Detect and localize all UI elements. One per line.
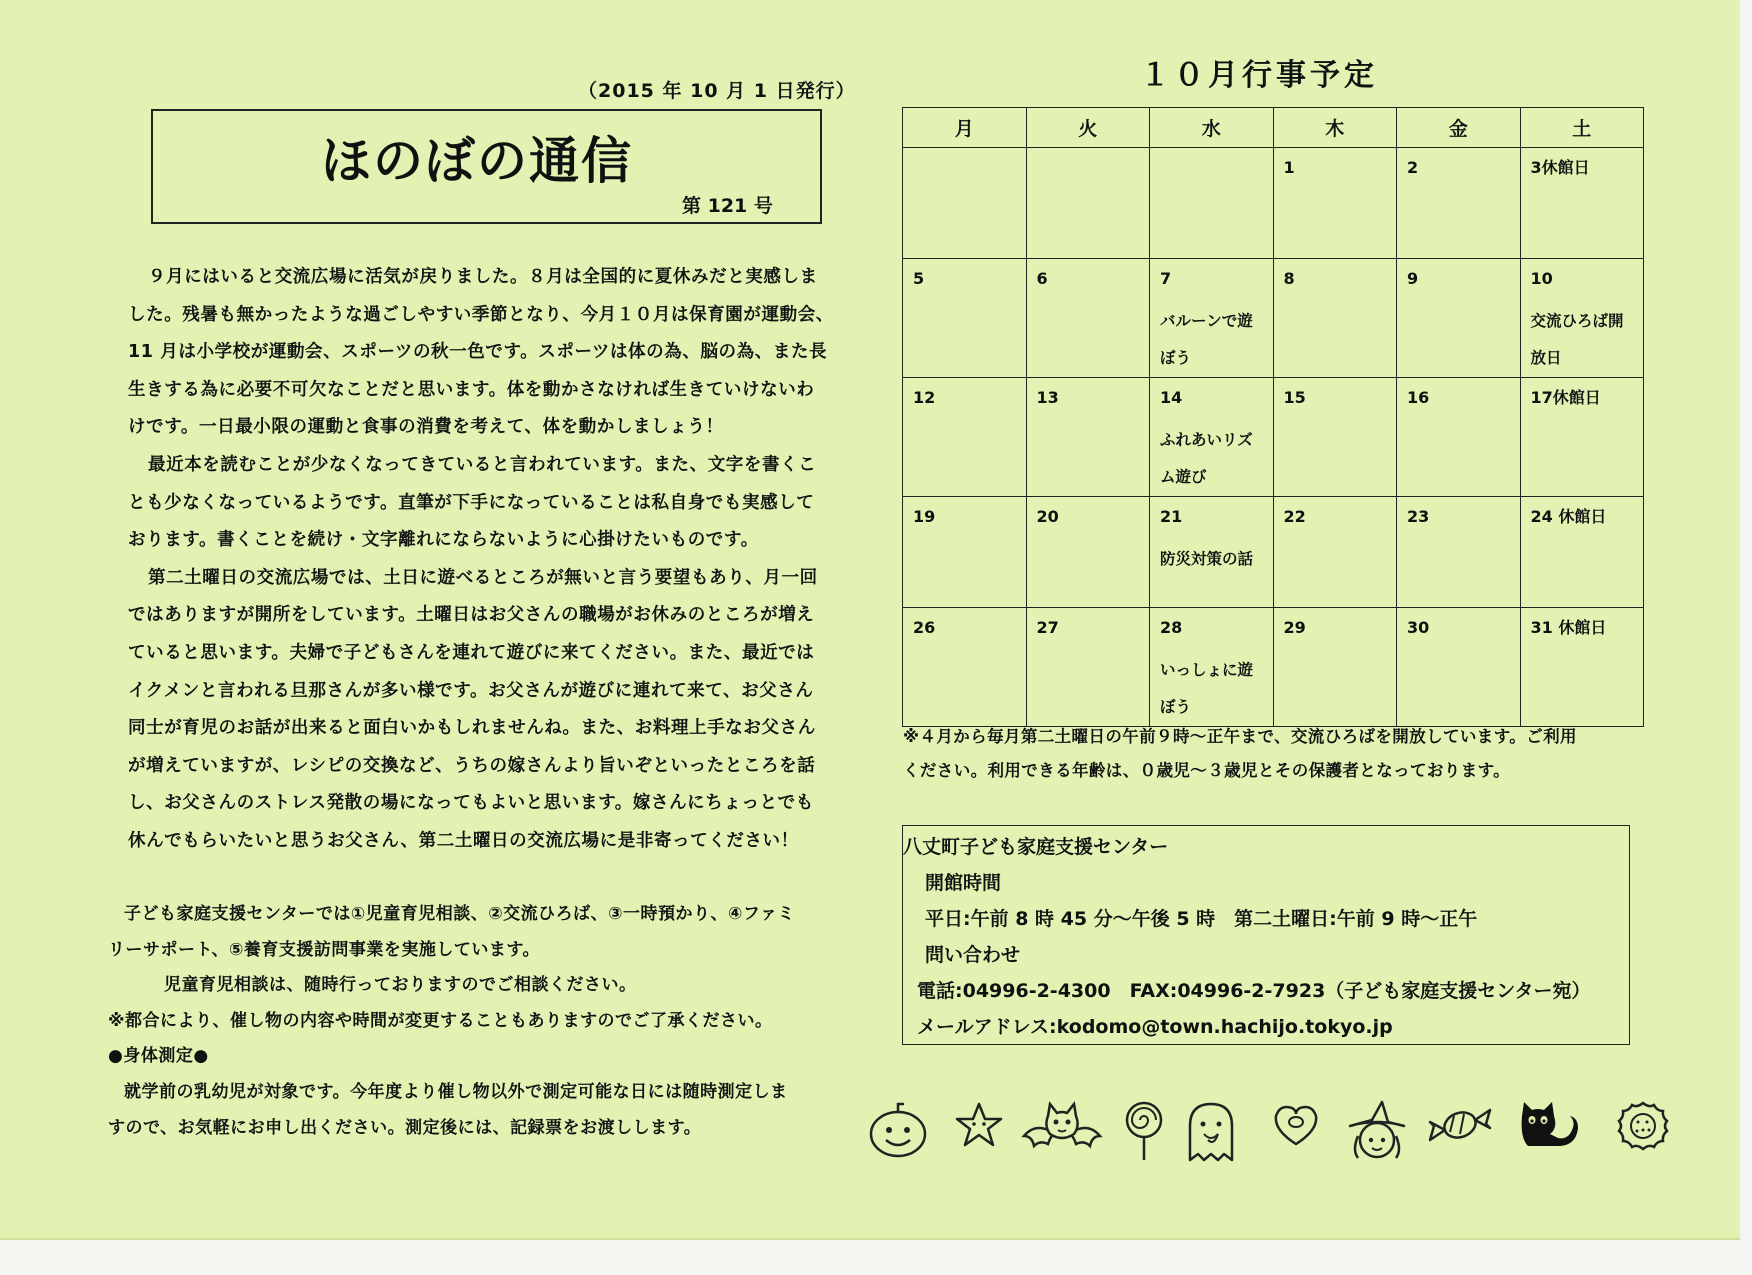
day-number: 22 xyxy=(1283,507,1306,526)
issue-date: （2015 年 10 月 1 日発行） xyxy=(578,80,856,102)
event-label: ふれあいリズム遊び xyxy=(1160,431,1253,486)
day-number: 14 xyxy=(1160,388,1183,407)
calendar-day-cell xyxy=(1026,148,1150,259)
text-line: し、お父さんのストレス発散の場になってもよいと思います。嫁さんにちょっとでも xyxy=(128,793,814,814)
calendar-day-cell xyxy=(1150,497,1274,608)
text-line: 休んでもらいたいと思うお父さん、第二土曜日の交流広場に是非寄ってください！ xyxy=(128,830,799,851)
day-number: 8 xyxy=(1283,269,1295,288)
candy-icon xyxy=(1426,1100,1494,1150)
witch-icon xyxy=(1342,1100,1412,1166)
paragraph-3-cont xyxy=(128,597,848,860)
calendar-week-row xyxy=(903,497,1644,608)
calendar-day-cell xyxy=(1520,259,1644,378)
article-body xyxy=(128,259,848,861)
text-line: けです。一日最小限の運動と食事の消費を考えて、体を動かしましょう！ xyxy=(128,417,724,438)
calendar-day-cell xyxy=(1026,259,1150,378)
calendar-day-cell xyxy=(903,378,1027,497)
calendar-day-cell xyxy=(1397,608,1521,727)
day-number: 1 xyxy=(1283,158,1295,177)
services-line: 子ども家庭支援センターでは①児童育児相談、②交流ひろば、③一時預かり、④ファミ xyxy=(124,904,796,924)
paragraph-1 xyxy=(128,259,848,297)
contact-info-box xyxy=(902,825,1630,1045)
issue-number: 第 121 号 xyxy=(682,195,773,217)
day-number: 28 xyxy=(1160,618,1183,637)
text-line: ではありますが開所をしています。土曜日はお父さんの職場がお休みのところが増え xyxy=(128,605,815,626)
calendar-day-cell xyxy=(1026,608,1150,727)
calendar-day-cell xyxy=(1026,378,1150,497)
calendar-day-cell xyxy=(1273,497,1397,608)
calendar-day-cell xyxy=(1397,259,1521,378)
calendar-day-cell xyxy=(1026,497,1150,608)
text-line: 最近本を読むことが少なくなってきていると言われています。また、文字を書くこ xyxy=(148,454,817,475)
calendar-day-cell xyxy=(1397,497,1521,608)
title-box xyxy=(151,109,822,224)
calendar-day-cell xyxy=(1273,148,1397,259)
note-line: ください。利用できる年齢は、０歳児～３歳児とその保護者となっております。 xyxy=(903,761,1511,780)
calendar-day-cell xyxy=(1273,608,1397,727)
paragraph-3 xyxy=(128,560,848,598)
calendar-week-row xyxy=(903,378,1644,497)
day-number: 12 xyxy=(913,388,936,407)
measurement-line: すので、お気軽にお申し出ください。測定後には、記録票をお渡しします。 xyxy=(108,1117,702,1138)
day-number: 31 休館日 xyxy=(1530,618,1607,637)
contact-label: 問い合わせ xyxy=(925,944,1021,966)
day-number: 30 xyxy=(1407,618,1430,637)
text-line: ていると思います。夫婦で子どもさんを連れて遊びに来てください。また、最近では xyxy=(128,642,815,663)
email-address: メールアドレス:kodomo@town.hachijo.tokyo.jp xyxy=(917,1016,1393,1038)
weekday-header-row xyxy=(903,108,1644,148)
day-number: 26 xyxy=(913,618,936,637)
calendar-day-cell xyxy=(1397,148,1521,259)
measurement-line: 就学前の乳幼児が対象です。今年度より催し物以外で測定可能な日には随時測定しま xyxy=(124,1081,788,1102)
day-number: 29 xyxy=(1283,618,1306,637)
calendar-day-cell xyxy=(1273,259,1397,378)
calendar-day-cell xyxy=(1150,378,1274,497)
calendar-week-row xyxy=(903,608,1644,727)
note-line: ※４月から毎月第二土曜日の午前９時～正午まで、交流ひろばを開放しています。ご利用 xyxy=(903,727,1577,746)
text-line: した。残暑も無かったような過ごしやすい季節となり、今月１０月は保育園が運動会、 xyxy=(128,304,834,325)
star-icon xyxy=(954,1100,1004,1150)
hours-label: 開館時間 xyxy=(925,872,1002,894)
text-line: おります。書くことを続け・文字離れにならないように心掛けたいものです。 xyxy=(128,530,759,551)
calendar-day-cell xyxy=(1520,497,1644,608)
calendar-day-cell xyxy=(1520,148,1644,259)
calendar-day-cell xyxy=(903,148,1027,259)
day-number: 19 xyxy=(913,507,936,526)
day-number: 5 xyxy=(913,269,925,288)
text-line: イクメンと言われる旦那さんが多い様です。お父さんが遊びに連れて来て、お父さん xyxy=(128,680,814,701)
calendar-day-cell xyxy=(903,497,1027,608)
calendar-day-cell xyxy=(1520,378,1644,497)
weekday-wed: 水 xyxy=(1150,108,1274,148)
event-label: いっしょに遊ぼう xyxy=(1160,661,1254,716)
day-number: 23 xyxy=(1407,507,1430,526)
notice-line: ※都合により、催し物の内容や時間が変更することもありますのでご了承ください。 xyxy=(108,1010,773,1031)
weekday-mon: 月 xyxy=(903,108,1027,148)
paragraph-2-cont xyxy=(128,485,848,560)
calendar-day-cell xyxy=(903,608,1027,727)
day-number: 16 xyxy=(1407,388,1430,407)
day-number: 17休館日 xyxy=(1530,388,1601,407)
calendar-day-cell xyxy=(1150,608,1274,727)
calendar-day-cell xyxy=(1397,378,1521,497)
paragraph-2 xyxy=(128,447,848,485)
calendar-title: １０月行事予定 xyxy=(1140,58,1378,93)
day-number: 7 xyxy=(1160,269,1172,288)
text-line: 生きする為に必要不可欠なことだと思います。体を動かさなければ生きていけないわ xyxy=(128,379,815,400)
day-number: 10 xyxy=(1530,269,1553,288)
text-line: が増えていますが、レシピの交換など、うちの嫁さんより旨いぞといったところを話 xyxy=(128,755,816,776)
cookie-icon xyxy=(1616,1100,1670,1154)
text-line: 同士が育児のお話が出来ると面白いかもしれませんね。また、お料理上手なお父さん xyxy=(128,718,816,739)
text-line: ９月にはいると交流広場に活気が戻りました。８月は全国的に夏休みだと実感しま xyxy=(148,267,818,287)
day-number: 20 xyxy=(1036,507,1059,526)
open-plaza-note xyxy=(903,720,1663,788)
ghost-icon xyxy=(1182,1100,1240,1166)
organization-name: 八丈町子ども家庭支援センター xyxy=(903,836,1169,858)
phone-fax: 電話:04996-2-4300 FAX:04996-2-7923（子ども家庭支援センター宛） xyxy=(917,980,1591,1002)
calendar-day-cell xyxy=(903,259,1027,378)
consult-line: 児童育児相談は、随時行っておりますのでご相談ください。 xyxy=(164,975,637,996)
text-line: とも少なくなっているようです。直筆が下手になっていることは私自身でも実感して xyxy=(128,492,815,513)
day-number: 15 xyxy=(1283,388,1306,407)
calendar-day-cell xyxy=(1150,259,1274,378)
bat-cat-icon xyxy=(1020,1100,1104,1162)
paragraph-1-cont xyxy=(128,297,848,447)
weekday-fri: 金 xyxy=(1397,108,1521,148)
calendar-week-row xyxy=(903,148,1644,259)
opening-hours: 平日:午前 8 時 45 分～午後 5 時 第二土曜日:午前 9 時～正午 xyxy=(925,908,1478,930)
text-line: 第二土曜日の交流広場では、土日に遊べるところが無いと言う要望もあり、月一回 xyxy=(148,567,818,588)
calendar-week-row xyxy=(903,259,1644,378)
day-number: 3休館日 xyxy=(1530,158,1590,177)
newsletter-title: ほのぼの通信 xyxy=(321,132,633,190)
weekday-tue: 火 xyxy=(1026,108,1150,148)
day-number: 2 xyxy=(1407,158,1419,177)
decorative-icons xyxy=(864,1100,1684,1180)
event-label: 交流ひろば開放日 xyxy=(1530,312,1624,367)
day-number: 9 xyxy=(1407,269,1419,288)
donut-icon xyxy=(1270,1100,1322,1148)
calendar-day-cell xyxy=(1520,608,1644,727)
black-cat-icon xyxy=(1516,1100,1586,1154)
weekday-sat: 土 xyxy=(1520,108,1644,148)
services-section xyxy=(108,897,848,1146)
event-calendar xyxy=(902,107,1644,727)
day-number: 27 xyxy=(1036,618,1059,637)
day-number: 21 xyxy=(1160,507,1183,526)
weekday-thu: 木 xyxy=(1273,108,1397,148)
measurement-heading: ●身体測定● xyxy=(108,1046,209,1067)
day-number: 6 xyxy=(1036,269,1048,288)
lollipop-icon xyxy=(1122,1100,1166,1162)
event-label: バルーンで遊ぼう xyxy=(1160,312,1253,367)
calendar-day-cell xyxy=(1273,378,1397,497)
pumpkin-icon xyxy=(868,1100,928,1160)
text-line: 11 月は小学校が運動会、スポーツの秋一色です。スポーツは体の為、脳の為、また長 xyxy=(128,342,828,363)
day-number: 13 xyxy=(1036,388,1059,407)
calendar-day-cell xyxy=(1150,148,1274,259)
services-line: リーサポート、⑤養育支援訪問事業を実施しています。 xyxy=(108,939,541,960)
day-number: 24 休館日 xyxy=(1530,507,1607,526)
event-label: 防災対策の話 xyxy=(1160,550,1254,568)
